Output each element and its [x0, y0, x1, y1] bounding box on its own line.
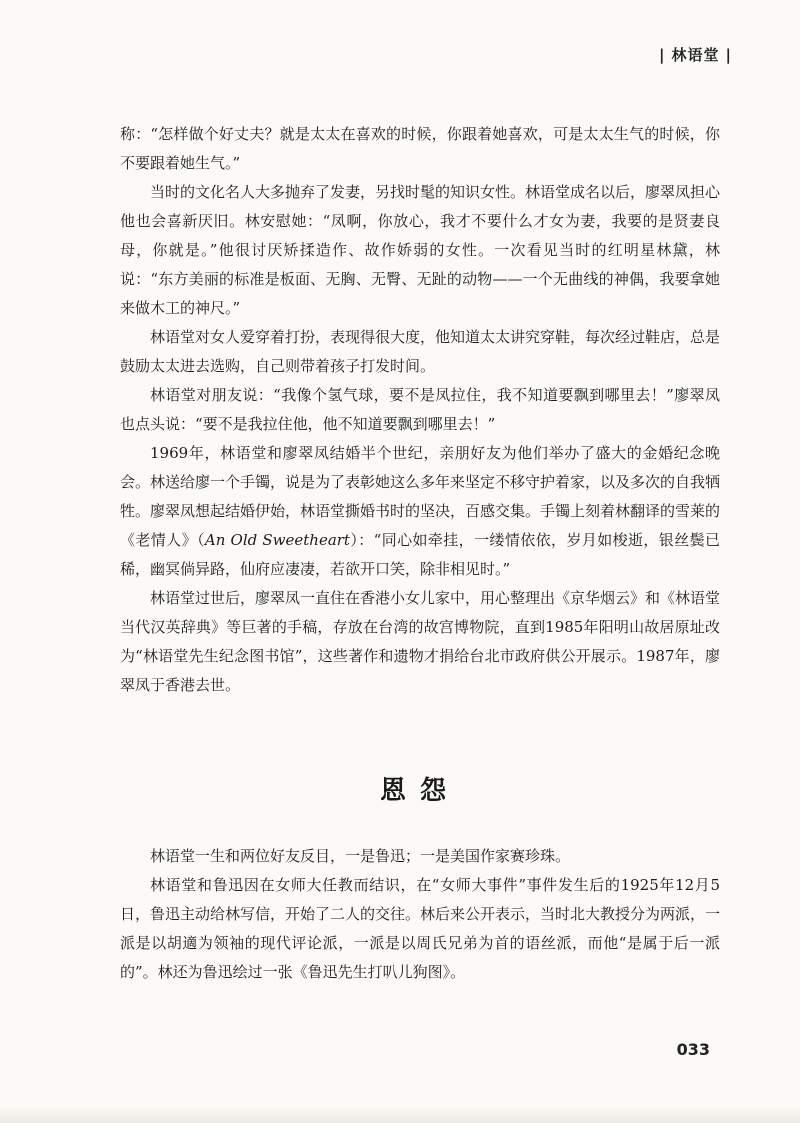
paragraph-5-text-before: 1969年，林语堂和廖翠凤结婚半个世纪，亲朋好友为他们举办了盛大的金婚纪念晚会。林送给廖一个手镯，说是为了表彰她这么多年来坚定不移守护着家，以及多次的自我牺牲。廖翠凤想起结婚伊始，林语堂撕婚书时的坚决，百感交集。手镯上刻着林翻译的雪莱的《老情人》（ [120, 444, 721, 549]
paragraph-5 [120, 439, 720, 584]
main-text [120, 120, 720, 700]
header-divider-right: | [725, 46, 732, 64]
running-header [653, 44, 738, 65]
header-divider-left: | [659, 46, 666, 64]
page-bottom-edge [0, 1105, 800, 1123]
paragraph-3: 林语堂对女人爱穿着打扮，表现得很大度，他知道太太讲究穿鞋，每次经过鞋店，总是鼓励太太进去选购，自己则带着孩子打发时间。 [120, 328, 721, 375]
section-paragraph-1: 林语堂一生和两位好友反目，一是鲁迅；一是美国作家赛珍珠。 [150, 847, 571, 865]
section-paragraph-2: 林语堂和鲁迅因在女师大任教而结识，在“女师大事件”事件发生后的1925年12月5日，鲁迅主动给林写信，开始了二人的交往。林后来公开表示，当时北大教授分为两派，一派是以胡適为领袖的现代评论派，一派是以周氏兄弟为首的语丝派，而他“是属于后一派的”。林还为鲁迅绘过一张《鲁迅先生打叭儿狗图》。 [120, 876, 721, 981]
section-heading: 恩怨 [379, 776, 460, 806]
paragraph-4: 林语堂对朋友说：“我像个氢气球，要不是凤拉住，我不知道要飘到哪里去！”廖翠凤也点头说：“要不是我拉住他，他不知道要飘到哪里去！” [120, 386, 720, 433]
english-poem-title: An Old Sweetheart [204, 531, 350, 549]
paragraph-6: 林语堂过世后，廖翠凤一直住在香港小女儿家中，用心整理出《京华烟云》和《林语堂当代汉英辞典》等巨著的手稿，存放在台湾的故宫博物院，直到1985年阳明山故居原址改为“林语堂先生纪念图书馆”，这些著作和遗物才捐给台北市政府供公开展示。1987年，廖翠凤于香港去世。 [120, 589, 721, 694]
section-text [120, 842, 720, 987]
page-number: 033 [676, 1040, 710, 1059]
running-header-title: 林语堂 [671, 46, 720, 64]
paragraph-5-text-after: ）：“同心如牵挂，一缕情依依，岁月如梭逝，银丝鬓已稀，幽冥倘异路，仙府应凄凄，若欲开口笑，除非相见时。” [120, 531, 720, 578]
paragraph-2: 当时的文化名人大多抛弃了发妻，另找时髦的知识女性。林语堂成名以后，廖翠凤担心他也会喜新厌旧。林安慰她：“凤啊，你放心，我才不要什么才女为妻，我要的是贤妻良母，你就是。”他很讨厌矫揉造作、故作娇弱的女性。一次看见当时的红明星林黛，林说：“东方美丽的标准是板面、无胸、无臀、无趾的动物——一个无曲线的神偶，我要拿她来做木工的神尺。” [120, 183, 721, 317]
paragraph-1: 称：“怎样做个好丈夫？就是太太在喜欢的时候，你跟着她喜欢，可是太太生气的时候，你不要跟着她生气。” [120, 125, 720, 172]
